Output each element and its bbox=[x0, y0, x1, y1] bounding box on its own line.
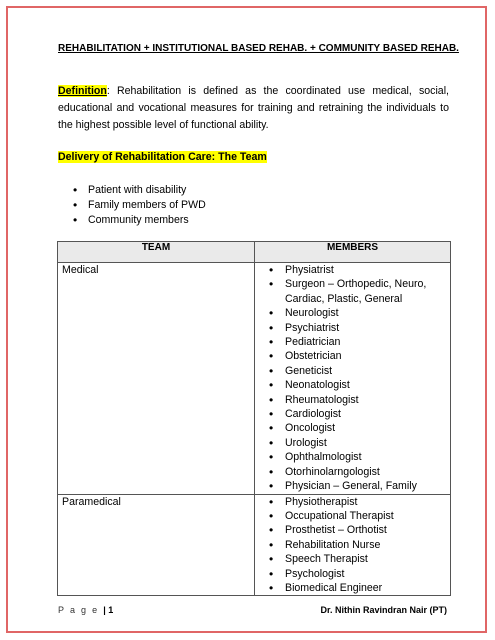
list-item: • Rheumatologist bbox=[259, 393, 446, 407]
members-list bbox=[259, 263, 446, 494]
section-heading bbox=[58, 151, 267, 163]
list-item: • Physiatrist bbox=[259, 263, 446, 277]
table-body bbox=[58, 263, 451, 596]
list-item: • Obstetrician bbox=[259, 349, 446, 363]
delivery-heading: Delivery of Rehabilitation Care: The Team bbox=[58, 151, 267, 163]
list-item: • Physician – General, Family bbox=[259, 479, 446, 493]
list-item: • Surgeon – Orthopedic, Neuro, Cardiac, Plastic, General bbox=[259, 277, 446, 306]
team-cell bbox=[58, 494, 255, 596]
list-item: • Biomedical Engineer bbox=[259, 581, 446, 595]
page-title: REHABILITATION + INSTITUTIONAL BASED REHAB. + COMMUNITY BASED REHAB. bbox=[58, 43, 459, 54]
list-item: • Physiotherapist bbox=[259, 495, 446, 509]
members-column-header: MEMBERS bbox=[255, 242, 451, 263]
list-item: • Prosthetist – Orthotist bbox=[259, 523, 446, 537]
page-number bbox=[58, 605, 113, 615]
list-item: • Psychiatrist bbox=[259, 321, 446, 335]
list-item: • Speech Therapist bbox=[259, 552, 446, 566]
list-item: • Oncologist bbox=[259, 421, 446, 435]
table-header-row bbox=[58, 242, 451, 263]
team-table bbox=[57, 241, 451, 596]
definition-term: Definition bbox=[58, 85, 107, 97]
team-bullet-list bbox=[58, 183, 206, 228]
list-item: • Community members bbox=[58, 213, 206, 228]
team-column-header: TEAM bbox=[58, 242, 255, 263]
team-name: Medical bbox=[62, 264, 99, 276]
document-page bbox=[6, 6, 487, 633]
list-item: • Patient with disability bbox=[58, 183, 206, 198]
team-cell bbox=[58, 263, 255, 495]
list-item: • Ophthalmologist bbox=[259, 450, 446, 464]
list-item: • Occupational Therapist bbox=[259, 509, 446, 523]
members-cell bbox=[255, 263, 451, 495]
author-name: Dr. Nithin Ravindran Nair (PT) bbox=[320, 605, 447, 615]
list-item: • Family members of PWD bbox=[58, 198, 206, 213]
page-label: P a g e bbox=[58, 605, 99, 615]
list-item: • Neurologist bbox=[259, 306, 446, 320]
members-list bbox=[259, 495, 446, 596]
definition-text: : Rehabilitation is defined as the coordinated use medical, social, educational and vocational measures for training and retraining the individuals to the highest possible level of functional ability. bbox=[58, 85, 449, 131]
list-item: • Psychologist bbox=[259, 567, 446, 581]
table-row bbox=[58, 263, 451, 495]
list-item: • Cardiologist bbox=[259, 407, 446, 421]
list-item: • Urologist bbox=[259, 436, 446, 450]
table-row bbox=[58, 494, 451, 596]
list-item: • Otorhinolarngologist bbox=[259, 465, 446, 479]
list-item: • Rehabilitation Nurse bbox=[259, 538, 446, 552]
list-item: • Geneticist bbox=[259, 364, 446, 378]
list-item: • Pediatrician bbox=[259, 335, 446, 349]
page-number-value: | 1 bbox=[103, 605, 114, 615]
list-item: • Neonatologist bbox=[259, 378, 446, 392]
team-name: Paramedical bbox=[62, 495, 121, 508]
members-cell bbox=[255, 494, 451, 596]
definition-paragraph bbox=[58, 83, 449, 134]
